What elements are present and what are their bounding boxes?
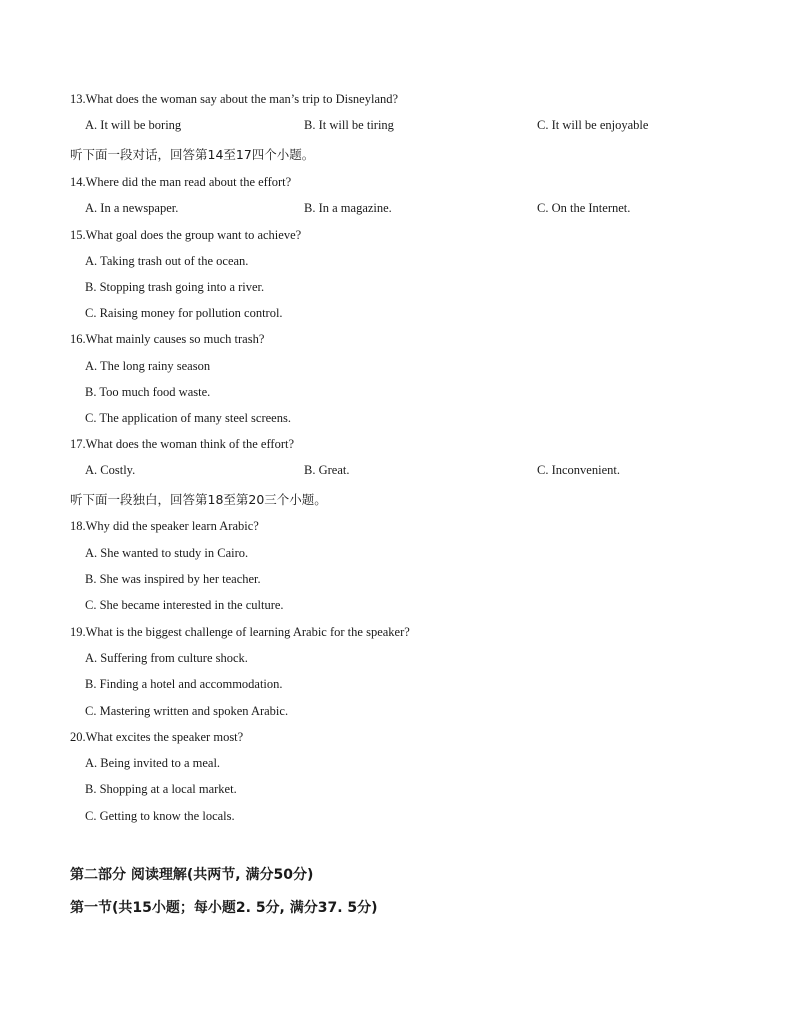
q16-option-a: A. The long rainy season bbox=[85, 359, 211, 373]
q20-option-c: C. Getting to know the locals. bbox=[85, 809, 235, 823]
q15-option-a: A. Taking trash out of the ocean. bbox=[85, 254, 249, 268]
q17-option-a: A. Costly. bbox=[85, 463, 136, 477]
question-17: 17.What does the woman think of the effort? bbox=[70, 437, 295, 451]
q16-option-b: B. Too much food waste. bbox=[85, 385, 211, 399]
q17-option-c: C. Inconvenient. bbox=[537, 463, 620, 477]
instruction-18-20: 听下面一段独白，回答第18至第20三个小题。 bbox=[70, 492, 327, 507]
question-18: 18.Why did the speaker learn Arabic? bbox=[70, 519, 259, 533]
q19-option-a: A. Suffering from culture shock. bbox=[85, 651, 248, 665]
section-2-part-1-heading: 第一节(共15小题；每小题2. 5分, 满分37. 5分) bbox=[70, 900, 378, 916]
q19-option-b: B. Finding a hotel and accommodation. bbox=[85, 677, 283, 691]
q15-option-c: C. Raising money for pollution control. bbox=[85, 306, 283, 320]
q14-option-b: B. In a magazine. bbox=[304, 201, 392, 215]
question-19: 19.What is the biggest challenge of learning Arabic for the speaker? bbox=[70, 625, 410, 639]
question-15: 15.What goal does the group want to achieve? bbox=[70, 228, 302, 242]
q14-option-c: C. On the Internet. bbox=[537, 201, 631, 215]
question-14: 14.Where did the man read about the effort? bbox=[70, 175, 292, 189]
q13-option-a: A. It will be boring bbox=[85, 118, 182, 132]
question-16: 16.What mainly causes so much trash? bbox=[70, 332, 265, 346]
q17-option-b: B. Great. bbox=[304, 463, 350, 477]
q16-option-c: C. The application of many steel screens. bbox=[85, 411, 291, 425]
q18-option-a: A. She wanted to study in Cairo. bbox=[85, 546, 249, 560]
q15-option-b: B. Stopping trash going into a river. bbox=[85, 280, 265, 294]
section-2-heading: 第二部分 阅读理解(共两节, 满分50分) bbox=[70, 867, 314, 883]
q20-option-a: A. Being invited to a meal. bbox=[85, 756, 221, 770]
q13-option-b: B. It will be tiring bbox=[304, 118, 394, 132]
q13-option-c: C. It will be enjoyable bbox=[537, 118, 649, 132]
instruction-14-17: 听下面一段对话，回答第14至17四个小题。 bbox=[70, 147, 315, 162]
q20-option-b: B. Shopping at a local market. bbox=[85, 782, 237, 796]
q14-option-a: A. In a newspaper. bbox=[85, 201, 179, 215]
q19-option-c: C. Mastering written and spoken Arabic. bbox=[85, 704, 289, 718]
question-20: 20.What excites the speaker most? bbox=[70, 730, 244, 744]
question-13: 13.What does the woman say about the man’s trip to Disneyland? bbox=[70, 92, 399, 106]
q18-option-b: B. She was inspired by her teacher. bbox=[85, 572, 261, 586]
q18-option-c: C. She became interested in the culture. bbox=[85, 598, 284, 612]
